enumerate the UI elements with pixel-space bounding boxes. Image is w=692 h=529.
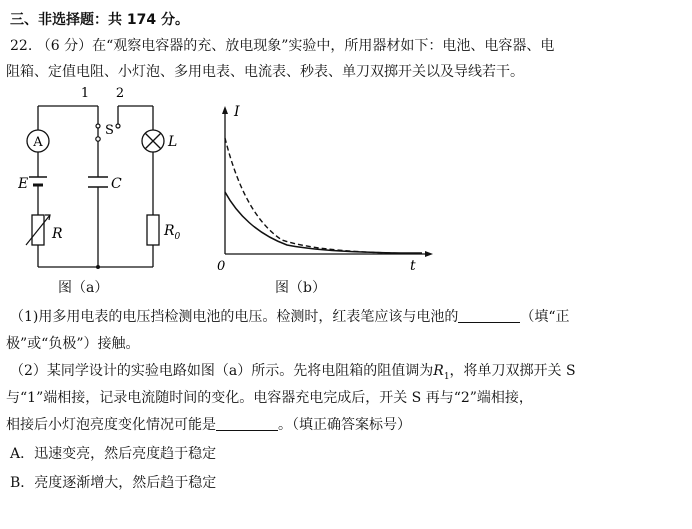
resistor-box-symbol	[26, 215, 50, 245]
answer-blank-1[interactable]	[458, 308, 520, 323]
fixed-resistor-label: R	[164, 223, 175, 239]
answer-blank-2[interactable]	[216, 416, 278, 431]
part-2-line-2: 与“1”端相接，记录电流随时间的变化。电容器充电完成后，开关 S 再与“2”端相接，	[6, 390, 533, 406]
option-b: B．亮度逐渐增大，然后趋于稳定	[10, 475, 217, 491]
capacitor-label: C	[111, 176, 122, 192]
solid-curve	[225, 192, 422, 253]
lamp-symbol	[142, 130, 164, 152]
part-1-hint: （填“正	[520, 309, 570, 325]
x-axis-label: t	[410, 258, 416, 274]
question-line-1: 22. （6 分）在“观察电容器的充、放电现象”实验中，所用器材如下：电池、电容器、电	[10, 38, 555, 54]
part-2-variable-subscript: 1	[443, 371, 450, 382]
part-2-line-1	[10, 361, 576, 387]
terminal-1-label: 1	[80, 86, 90, 101]
lamp-label: L	[168, 134, 178, 150]
option-a: A．迅速变亮，然后亮度趋于稳定	[10, 446, 217, 462]
terminal-2-label: 2	[115, 86, 125, 101]
fixed-resistor-subscript: 0	[174, 232, 181, 242]
figure-a-caption: 图（a）	[58, 280, 109, 296]
svg-text:R0	[163, 223, 181, 242]
part-2-text-b: ，将单刀双掷开关 S	[449, 363, 576, 379]
question-line-2: 阻箱、定值电阻、小灯泡、多用电表、电流表、秒表、单刀双掷开关以及导线若干。	[6, 64, 524, 80]
switch-label: S	[105, 123, 114, 138]
y-axis-label: I	[234, 104, 240, 120]
battery-label: E	[18, 176, 29, 192]
current-time-graph	[212, 104, 434, 274]
part-2-text-a: （2）某同学设计的实验电路如图（a）所示。先将电阻箱的阻值调为	[10, 363, 434, 379]
capacitor-symbol	[88, 177, 108, 187]
part-2-variable: R	[433, 363, 444, 379]
origin-label: 0	[217, 259, 226, 274]
part-2-line-3	[6, 415, 411, 435]
ammeter-symbol	[27, 130, 49, 152]
battery-symbol	[29, 177, 47, 185]
ammeter-label: A	[33, 135, 43, 150]
part-2-text-e: 。（填正确答案标号）	[278, 417, 411, 433]
part-2-text-d: 相接后小灯泡亮度变化情况可能是	[6, 417, 216, 433]
fixed-resistor-symbol	[147, 215, 159, 245]
circuit-diagram	[18, 85, 198, 270]
figure-b-caption: 图（b）	[275, 280, 326, 296]
part-1-line-1	[10, 307, 570, 327]
resistor-box-label: R	[52, 226, 63, 242]
part-1-text: （1)用多用电表的电压挡检测电池的电压。检测时，红表笔应该与电池的	[10, 309, 459, 325]
part-1-line-2: 极”或“负极”）接触。	[6, 336, 140, 352]
section-heading: 三、非选择题：共 174 分。	[10, 12, 189, 28]
dashed-curve	[225, 138, 422, 254]
